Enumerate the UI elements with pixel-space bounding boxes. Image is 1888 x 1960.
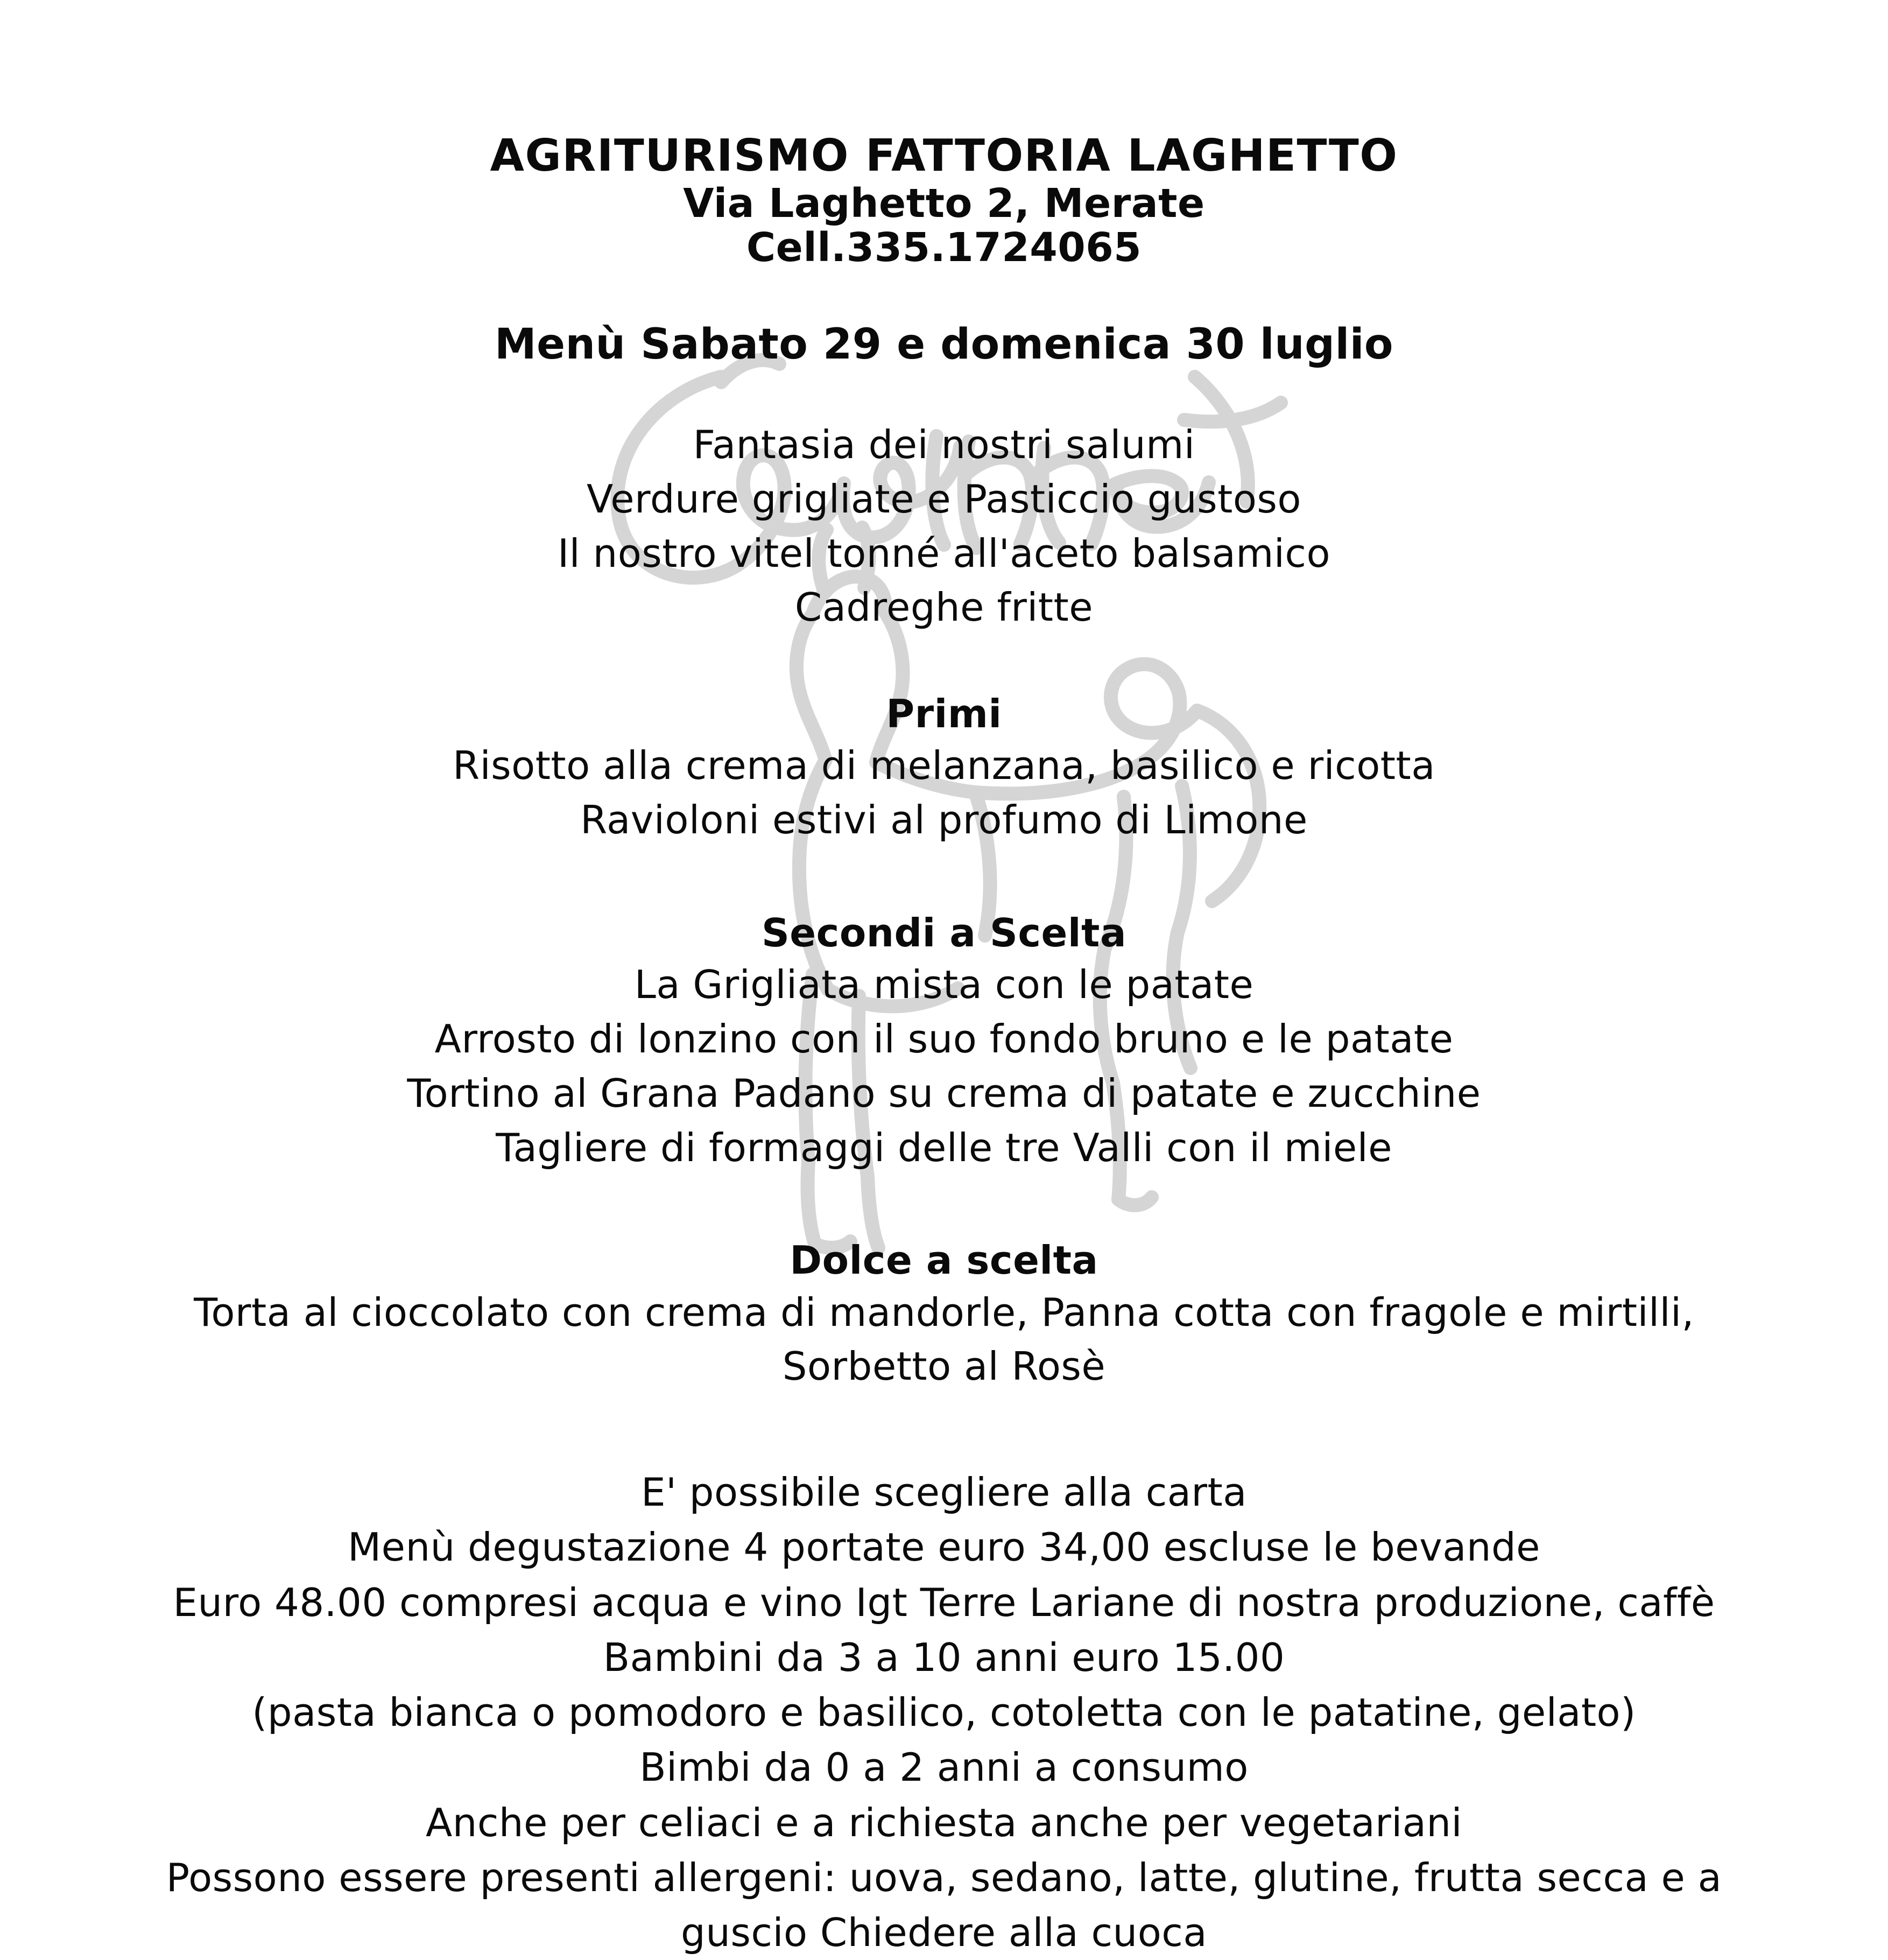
secondi-item: La Grigliata mista con le patate — [634, 962, 1254, 1008]
info-line-a-la-carte: E' possibile scegliere alla carta — [641, 1470, 1247, 1515]
dolce-item: Torta al cioccolato con crema di mandorle, Panna cotta con fragole e mirtilli, — [194, 1289, 1694, 1335]
dolce-item: Sorbetto al Rosè — [782, 1344, 1106, 1389]
section-antipasti — [0, 418, 1888, 635]
antipasti-item: Cadreghe fritte — [794, 585, 1094, 630]
section-info — [0, 1465, 1888, 1960]
info-line-tasting-price: Menù degustazione 4 portate euro 34,00 escluse le bevande — [348, 1525, 1540, 1570]
secondi-item: Arrosto di lonzino con il suo fondo bruno e le patate — [434, 1016, 1454, 1062]
dolce-heading: Dolce a scelta — [790, 1238, 1098, 1283]
info-line-diets: Anche per celiaci e a richiesta anche per vegetariani — [425, 1800, 1463, 1845]
secondi-heading: Secondi a Scelta — [761, 910, 1127, 956]
restaurant-phone: Cell.335.1724065 — [746, 224, 1142, 271]
info-line-children-menu: (pasta bianca o pomodoro e basilico, cotoletta con le patatine, gelato) — [252, 1690, 1636, 1736]
antipasti-item: Verdure grigliate e Pasticcio gustoso — [587, 476, 1301, 522]
restaurant-name: AGRITURISMO FATTORIA LAGHETTO — [490, 130, 1398, 181]
secondi-item: Tagliere di formaggi delle tre Valli con il miele — [496, 1125, 1392, 1170]
primi-item: Ravioloni estivi al profumo di Limone — [580, 797, 1308, 843]
section-dolce — [0, 1239, 1888, 1394]
info-line-allergens-cont: guscio Chiedere alla cuoca — [681, 1910, 1207, 1956]
info-line-allergens: Possono essere presenti allergeni: uova, sedano, latte, glutine, frutta secca e a — [166, 1854, 1722, 1900]
menu-date: Menù Sabato 29 e domenica 30 luglio — [494, 320, 1394, 369]
info-line-toddlers: Bimbi da 0 a 2 anni a consumo — [639, 1745, 1249, 1790]
restaurant-header — [0, 132, 1888, 270]
info-line-children-price: Bambini da 3 a 10 anni euro 15.00 — [603, 1634, 1285, 1680]
section-primi — [0, 693, 1888, 847]
info-line-full-price: Euro 48.00 compresi acqua e vino Igt Terre Lariane di nostra produzione, caffè — [173, 1579, 1715, 1625]
section-secondi — [0, 912, 1888, 1175]
antipasti-item: Fantasia dei nostri salumi — [693, 422, 1195, 468]
restaurant-address: Via Laghetto 2, Merate — [683, 180, 1205, 227]
primi-heading: Primi — [886, 691, 1002, 737]
primi-item: Risotto alla crema di melanzana, basilico e ricotta — [453, 743, 1435, 789]
secondi-item: Tortino al Grana Padano su crema di patate e zucchine — [407, 1070, 1481, 1116]
antipasti-item: Il nostro vitel tonné all'aceto balsamico — [557, 530, 1331, 576]
